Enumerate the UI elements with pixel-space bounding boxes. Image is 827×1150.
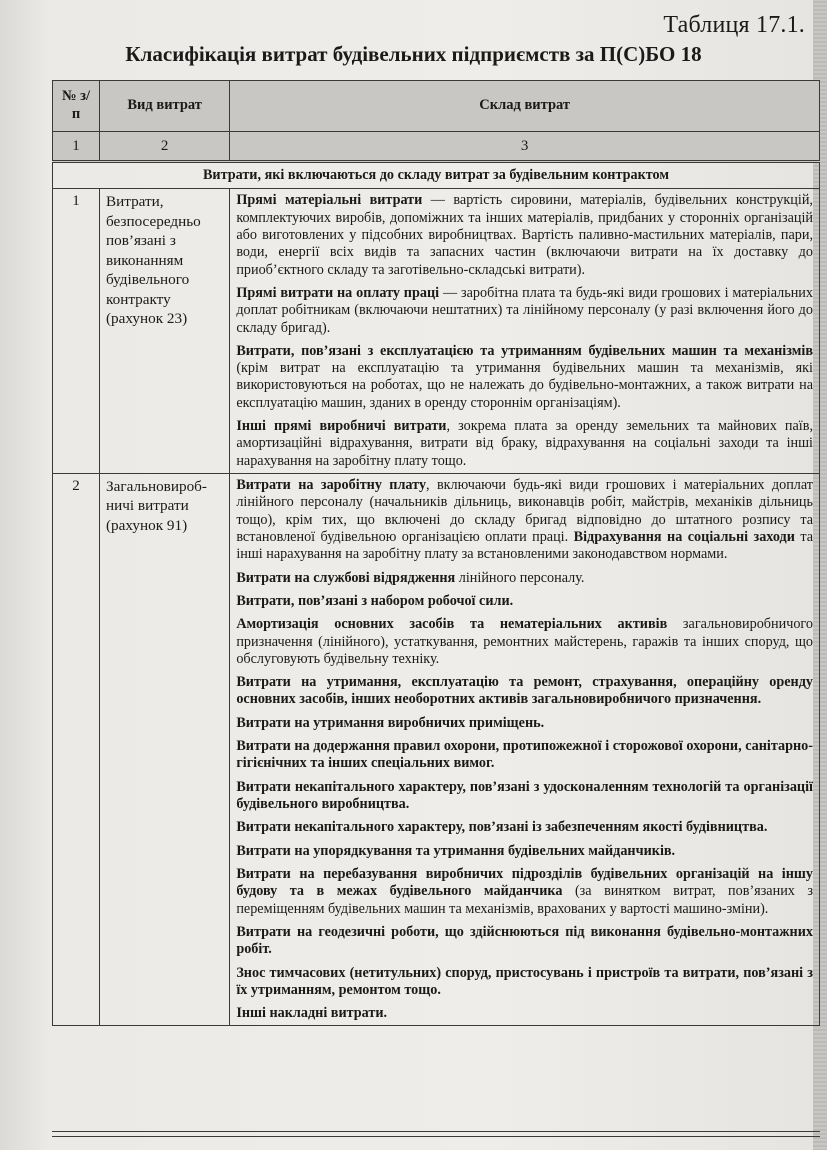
item-heading: Витрати, пов’язані з набором робочої сили. [236, 592, 514, 609]
item-heading: Витрати на заробітну плату [236, 477, 427, 493]
composition-item [236, 715, 813, 732]
item-text: загальновиробничого призначення (лінійного), устаткування, ремонтних майстерень, гаражів та інших споруд, що обслуговують будівельну техніку. [236, 616, 813, 667]
item-heading: Витрати на службові відрядження [236, 569, 456, 586]
composition-item [236, 843, 813, 860]
column-number-1: 1 [53, 132, 100, 162]
item-heading: Витрати на утримання, експлуатацію та ремонт, страхування, операційну оренду основних засобів, інших необоротних активів загальновиробничого призначення. [236, 674, 813, 708]
composition-item [236, 285, 813, 337]
expense-classification-table [52, 80, 820, 1026]
composition-item [236, 738, 813, 773]
item-text: (крім витрат на експлуатацію та утримання будівельних машин та механізмів, які використовуються на роботах, що не належать до будівельно-монтажних, а також витрати на експлуатацію машин, зданих в оренду стороннім організаціям). [236, 360, 813, 411]
item-heading: Витрати на геодезичні роботи, що здійснюються під виконання будівельно-монтажних робіт. [236, 923, 813, 958]
item-text: — вартість сировини, матеріалів, будівельних конструкцій, комплектуючих виробів, допоміжних та інших матеріалів, придбаних у сторонніх організацій або виготовлених у підсобних виробництвах. Вартість паливно-мастильних матеріалів, пари, води, енергії всіх видів та запасних частин (включаючи витрати на їх доставку до приоб’єктного складу та заготівельно-складські витрати). [236, 192, 813, 278]
table-header-row [53, 81, 820, 132]
item-heading: Інші прямі виробничі витрати [236, 418, 447, 435]
item-heading-2: Відрахування на соціальні заходи [573, 528, 795, 545]
composition-item [236, 616, 813, 668]
table-row [53, 189, 820, 474]
item-heading: Витрати на утримання виробничих приміщень. [236, 714, 545, 731]
composition-item [236, 866, 813, 918]
composition-item [236, 593, 813, 610]
expense-composition [230, 474, 820, 1026]
item-heading: Витрати некапітального характеру, пов’язані із забезпеченням якості будівництва. [236, 819, 768, 836]
header-number: № з/п [53, 81, 100, 132]
item-heading: Прямі витрати на оплату праці [236, 284, 440, 301]
column-number-row [53, 132, 820, 162]
table-number: Таблиця 17.1. [663, 12, 805, 38]
item-heading: Витрати на перебазування виробничих підрозділів будівельних організацій на іншу будову та в межах будівельного майданчика [236, 865, 813, 900]
composition-item [236, 674, 813, 709]
composition-item [236, 819, 813, 836]
composition-item [236, 924, 813, 959]
item-text: , зокрема плата за оренду земельних та майнових паїв, амортизаційні відрахування, витрати від браку, відрахування на соціальні заходи та інші нарахування на заробітну плату тощо. [236, 418, 813, 469]
composition-item [236, 965, 813, 1000]
composition-item [236, 477, 813, 564]
item-heading: Витрати, пов’язані з експлуатацією та утриманням будівельних машин та механізмів [236, 342, 813, 359]
item-text-2: та інші нарахування на заробітну плату за встановленими законодавством нормами. [236, 528, 814, 563]
composition-item [236, 1005, 813, 1022]
item-heading: Інші накладні витрати. [236, 1005, 388, 1022]
column-number-2: 2 [100, 132, 230, 162]
table-body [53, 189, 820, 1026]
item-text: , включаючи будь-які види грошових і матеріальних доплат лінійного персоналу (начальників дільниць, виконавців робіт, майстрів, механіків дільниць тощо), крім тих, що включені до складу бригад відповідно до штатного розпису та встановленої будівельною організацією оплати праці. [236, 477, 813, 545]
composition-item [236, 570, 813, 587]
section-row [53, 162, 820, 189]
item-heading: Знос тимчасових (нетитульних) споруд, пристосувань і пристроїв та витрати, пов’язані з їх утриманням, ремонтом тощо. [236, 964, 813, 998]
table-bottom-rule [52, 1131, 820, 1137]
item-heading: Витрати некапітального характеру, пов’язані з удосконаленням технологій та організації будівельного виробництва. [236, 778, 813, 812]
table-row [53, 474, 820, 1026]
composition-item [236, 343, 813, 412]
item-heading: Прямі матеріальні витрати [236, 192, 423, 209]
composition-item [236, 779, 813, 814]
document-title: Класифікація витрат будівельних підприємств за П(С)БО 18 [125, 42, 702, 66]
expense-composition [230, 189, 820, 474]
item-heading: Витрати на упорядкування та утримання будівельних майданчиків. [236, 842, 676, 859]
composition-item [236, 192, 813, 279]
row-number: 2 [53, 474, 100, 1026]
header-composition: Склад витрат [230, 81, 820, 132]
item-text: лінійного персоналу. [455, 569, 585, 586]
section-title: Витрати, які включаються до складу витрат за будівельним контрактом [53, 162, 820, 189]
item-text: — заробітна плата та будь-які види грошових і матеріальних доплат робітникам (включаючи нештатних) та лінійному персоналу (у разі включення його до складу бригад). [236, 284, 813, 336]
composition-item [236, 418, 813, 470]
item-text: (за винятком витрат, пов’язаних з переміщенням будівельних машин та механізмів, врахованих у вартості машино-зміни). [236, 883, 813, 917]
expense-kind: Витрати, безпосередньо пов’язані з виконанням будівельного контракту (рахунок 23) [100, 189, 230, 474]
item-heading: Витрати на додержання правил охорони, протипожежної і сторожової охорони, санітарно-гігієнічних та інших спеціальних вимог. [236, 738, 813, 772]
column-number-3: 3 [230, 132, 820, 162]
header-kind: Вид витрат [100, 81, 230, 132]
expense-kind: Загальновироб-ничі витрати (рахунок 91) [100, 474, 230, 1026]
row-number: 1 [53, 189, 100, 474]
item-heading: Амортизація основних засобів та нематеріальних активів [236, 616, 668, 633]
